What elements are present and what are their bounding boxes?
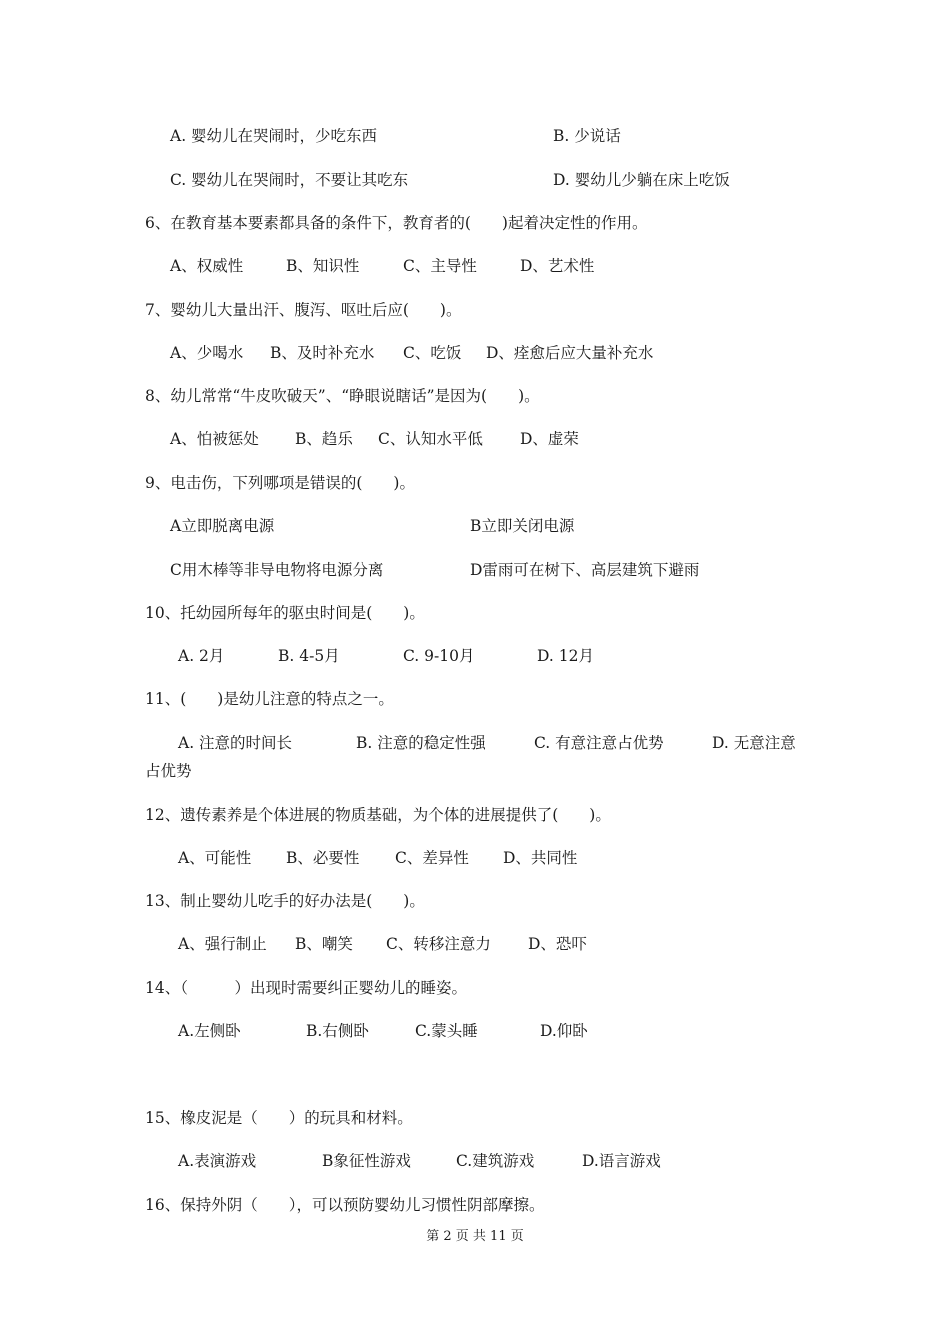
option-11b: B. 注意的稳定性强	[356, 734, 486, 752]
option-13d: D、恐吓	[528, 935, 587, 953]
page-footer: 第 2 页 共 11 页	[426, 1229, 524, 1244]
option-9a: A立即脱离电源	[170, 517, 275, 535]
option-11a: A. 注意的时间长	[178, 734, 293, 752]
option-11d: D. 无意注意	[712, 734, 796, 752]
question-7: 7、婴幼儿大量出汗、腹泻、呕吐后应( )。	[145, 301, 462, 319]
option-12a: A、可能性	[178, 849, 252, 867]
option-6b: B、知识性	[286, 257, 360, 275]
question-15: 15、橡皮泥是（ ）的玩具和材料。	[145, 1109, 413, 1127]
option-9d: D雷雨可在树下、高层建筑下避雨	[470, 561, 700, 579]
option-15a: A.表演游戏	[178, 1152, 257, 1170]
option-14b: B.右侧卧	[306, 1022, 369, 1040]
option-11c: C. 有意注意占优势	[534, 734, 664, 752]
option-13a: A、强行制止	[178, 935, 267, 953]
option-11d-continued: 占优势	[145, 762, 192, 780]
option-9b: B立即关闭电源	[470, 517, 575, 535]
option-8d: D、虚荣	[520, 430, 579, 448]
option-15c: C.建筑游戏	[456, 1152, 535, 1170]
question-9: 9、电击伤，下列哪项是错误的( )。	[145, 474, 415, 492]
option-13c: C、转移注意力	[386, 935, 491, 953]
option-6a: A、权威性	[170, 257, 244, 275]
option-7a: A、少喝水	[170, 344, 244, 362]
option-7d: D、痊愈后应大量补充水	[486, 344, 654, 362]
option-6c: C、主导性	[403, 257, 477, 275]
option-8a: A、怕被惩处	[170, 430, 259, 448]
option-10b: B. 4-5月	[278, 647, 340, 665]
option-8b: B、趋乐	[295, 430, 353, 448]
question-10: 10、托幼园所每年的驱虫时间是( )。	[145, 604, 425, 622]
question-16: 16、保持外阴（ ），可以预防婴幼儿习惯性阴部摩擦。	[145, 1196, 545, 1214]
option-12c: C、差异性	[395, 849, 469, 867]
option-15b: B象征性游戏	[322, 1152, 411, 1170]
option-9c: C用木棒等非导电物将电源分离	[170, 561, 384, 579]
option-8c: C、认知水平低	[378, 430, 483, 448]
option-10d: D. 12月	[537, 647, 594, 665]
option-14c: C.蒙头睡	[415, 1022, 478, 1040]
option-14d: D.仰卧	[540, 1022, 588, 1040]
question-11: 11、( )是幼儿注意的特点之一。	[145, 690, 394, 708]
option-5a: A. 婴幼儿在哭闹时，少吃东西	[170, 127, 378, 145]
question-12: 12、遗传素养是个体进展的物质基础，为个体的进展提供了( )。	[145, 806, 611, 824]
question-13: 13、制止婴幼儿吃手的好办法是( )。	[145, 892, 425, 910]
option-14a: A.左侧卧	[178, 1022, 241, 1040]
option-13b: B、嘲笑	[295, 935, 353, 953]
question-6: 6、在教育基本要素都具备的条件下，教育者的( )起着决定性的作用。	[145, 214, 648, 232]
question-14: 14、（ ）出现时需要纠正婴幼儿的睡姿。	[145, 979, 467, 997]
option-12d: D、共同性	[503, 849, 578, 867]
option-5b: B. 少说话	[553, 127, 621, 145]
question-8: 8、幼儿常常“牛皮吹破天”、“睁眼说瞎话”是因为( )。	[145, 387, 540, 405]
option-10a: A. 2月	[178, 647, 225, 665]
option-5c: C. 婴幼儿在哭闹时，不要让其吃东	[170, 171, 409, 189]
option-5d: D. 婴幼儿少躺在床上吃饭	[553, 171, 730, 189]
option-7b: B、及时补充水	[270, 344, 375, 362]
option-10c: C. 9-10月	[403, 647, 475, 665]
option-6d: D、艺术性	[520, 257, 595, 275]
option-7c: C、吃饭	[403, 344, 462, 362]
option-15d: D.语言游戏	[582, 1152, 661, 1170]
option-12b: B、必要性	[286, 849, 360, 867]
